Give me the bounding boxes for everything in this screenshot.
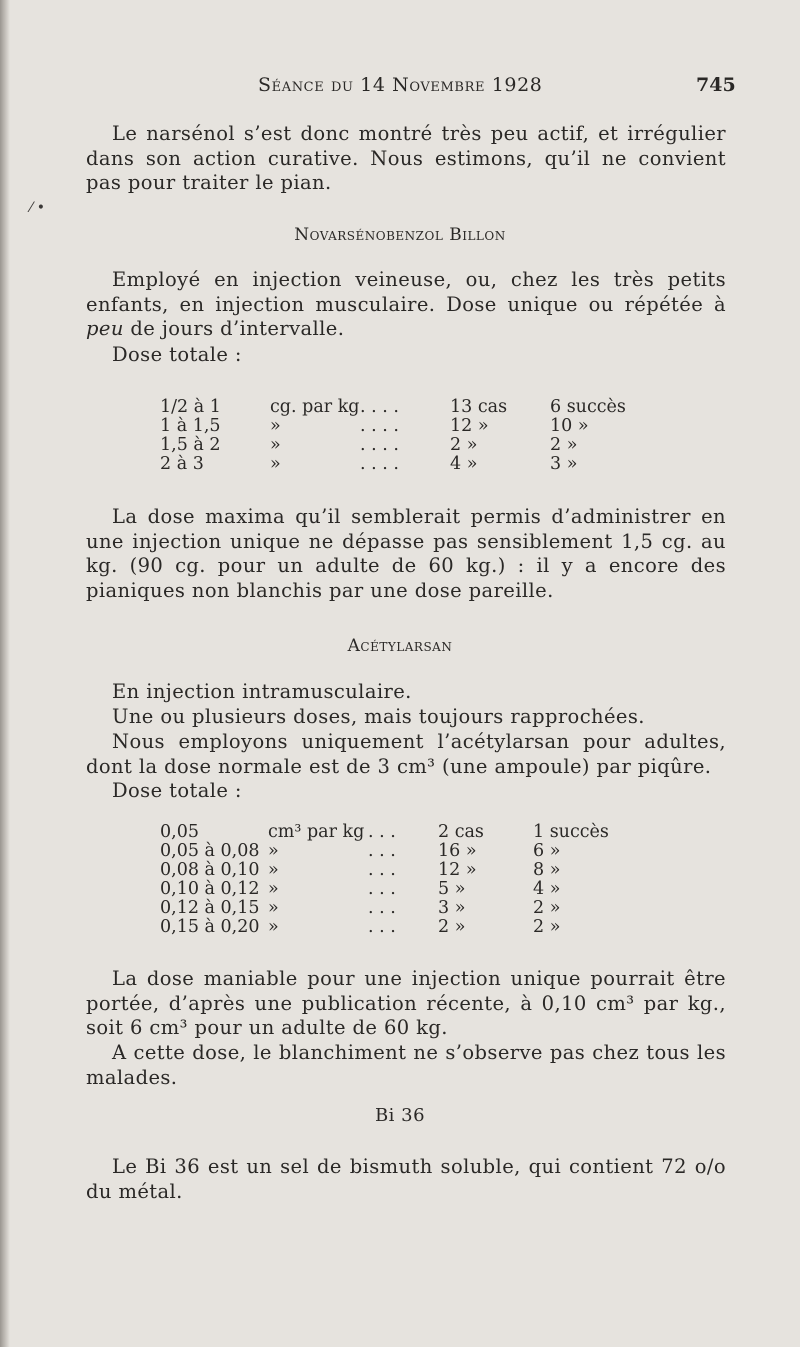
cell-dots: . . .	[368, 917, 396, 937]
cell-dose: 0,10 à 0,12	[160, 879, 260, 899]
cell-unit: »	[268, 841, 279, 861]
paragraph-injection-intramusculaire: En injection intramusculaire.	[112, 680, 412, 703]
cell-dots: . . .	[368, 860, 396, 880]
cell-unit: »	[270, 454, 281, 474]
cell-unit: »	[268, 917, 279, 937]
margin-mark: ⁄ •	[30, 200, 46, 216]
usage-text-emphasis: peu	[86, 317, 124, 340]
paragraph-blanchiment: A cette dose, le blanchiment ne s’observe pas chez tous les malades.	[86, 1041, 726, 1089]
cell-cas: 2 »	[450, 435, 478, 455]
cell-dots: . . . .	[360, 397, 399, 417]
cell-succes: 8 »	[533, 860, 561, 880]
paragraph-dose-totale-1: Dose totale :	[112, 343, 242, 366]
paragraph-bi36: Le Bi 36 est un sel de bismuth soluble, qui contient 72 o/o du métal.	[86, 1155, 726, 1203]
table-novarseno-doses	[160, 398, 640, 474]
paragraph-dose-maxima: La dose maxima qu’il semblerait permis d’administrer en une injection unique ne dépasse pas sensiblement 1,5 cg. au kg. (90 cg. pour un adulte de 60 kg.) : il y a encore des pianiques non blanchis par une dose pareille.	[86, 505, 726, 602]
cell-dose: 0,05	[160, 822, 199, 842]
cell-unit: »	[270, 416, 281, 436]
cell-cas: 12 »	[450, 416, 489, 436]
cell-unit: »	[270, 435, 281, 455]
cell-dots: . . . .	[360, 454, 399, 474]
paragraph-narsenol-conclusion: Le narsénol s’est donc montré très peu actif, et irrégulier dans son action curative. Nous estimons, qu’il ne convient pas pour traiter le pian.	[86, 122, 726, 194]
cell-succes: 2 »	[533, 917, 561, 937]
paragraph-acetylarsan-adultes: Nous employons uniquement l’acétylarsan pour adultes, dont la dose normale est de 3 cm³ (une ampoule) par piqûre.	[86, 730, 726, 778]
table-row	[160, 398, 640, 417]
cell-cas: 2 cas	[438, 822, 484, 842]
table-row	[160, 455, 640, 474]
table-row	[160, 861, 623, 880]
running-head	[0, 74, 800, 100]
cell-dose: 0,15 à 0,20	[160, 917, 260, 937]
cell-unit: »	[268, 898, 279, 918]
cell-dose: 0,05 à 0,08	[160, 841, 260, 861]
cell-cas: 4 »	[450, 454, 478, 474]
cell-unit: cg. par kg	[270, 397, 360, 417]
cell-succes: 2 »	[550, 435, 578, 455]
cell-dots: . . .	[368, 898, 396, 918]
cell-succes: 1 succès	[533, 822, 609, 842]
page-gutter-shadow	[0, 0, 10, 1347]
table-row	[160, 823, 623, 842]
table-row	[160, 899, 623, 918]
cell-cas: 12 »	[438, 860, 477, 880]
section-heading-acetylarsan: Acétylarsan	[347, 636, 453, 656]
page-number: 745	[696, 74, 736, 96]
paragraph-dose-totale-2: Dose totale :	[112, 779, 242, 802]
cell-dose: 1 à 1,5	[160, 416, 221, 436]
paragraph-dose-maniable: La dose maniable pour une injection unique pourrait être portée, d’après une publication récente, à 0,10 cm³ par kg., soit 6 cm³ pour un adulte de 60 kg.	[86, 967, 726, 1039]
table-row	[160, 842, 623, 861]
paragraph-plusieurs-doses: Une ou plusieurs doses, mais toujours rapprochées.	[112, 705, 645, 728]
cell-dots: . . .	[368, 822, 396, 842]
cell-dots: . . .	[368, 879, 396, 899]
cell-succes: 6 succès	[550, 397, 626, 417]
cell-dose: 1/2 à 1	[160, 397, 221, 417]
cell-dose: 0,12 à 0,15	[160, 898, 260, 918]
usage-text-end: de jours d’intervalle.	[123, 317, 345, 340]
cell-dose: 0,08 à 0,10	[160, 860, 260, 880]
cell-unit: »	[268, 860, 279, 880]
table-row	[160, 417, 640, 436]
cell-succes: 2 »	[533, 898, 561, 918]
cell-dose: 2 à 3	[160, 454, 204, 474]
cell-cas: 5 »	[438, 879, 466, 899]
table-row	[160, 880, 623, 899]
cell-cas: 13 cas	[450, 397, 508, 417]
cell-unit: »	[268, 879, 279, 899]
cell-cas: 16 »	[438, 841, 477, 861]
table-row	[160, 918, 623, 937]
cell-succes: 4 »	[533, 879, 561, 899]
cell-succes: 6 »	[533, 841, 561, 861]
cell-cas: 2 »	[438, 917, 466, 937]
running-head-title: Séance du 14 Novembre 1928	[258, 74, 543, 96]
cell-dots: . . . .	[360, 416, 399, 436]
cell-dose: 1,5 à 2	[160, 435, 221, 455]
section-heading-novarsenobenzol: Novarsénobenzol Billon	[294, 225, 506, 245]
section-heading-bi36: Bi 36	[374, 1105, 426, 1126]
cell-cas: 3 »	[438, 898, 466, 918]
paragraph-novarseno-usage	[86, 268, 726, 342]
usage-text-start: Employé en injection veineuse, ou, chez les très petits enfants, en injection musculaire. Dose unique ou répétée à	[86, 268, 726, 316]
cell-succes: 3 »	[550, 454, 578, 474]
table-row	[160, 436, 640, 455]
cell-unit: cm³ par kg	[268, 822, 365, 842]
cell-dots: . . . .	[360, 435, 399, 455]
cell-succes: 10 »	[550, 416, 589, 436]
cell-dots: . . .	[368, 841, 396, 861]
table-acetylarsan-doses	[160, 823, 623, 937]
